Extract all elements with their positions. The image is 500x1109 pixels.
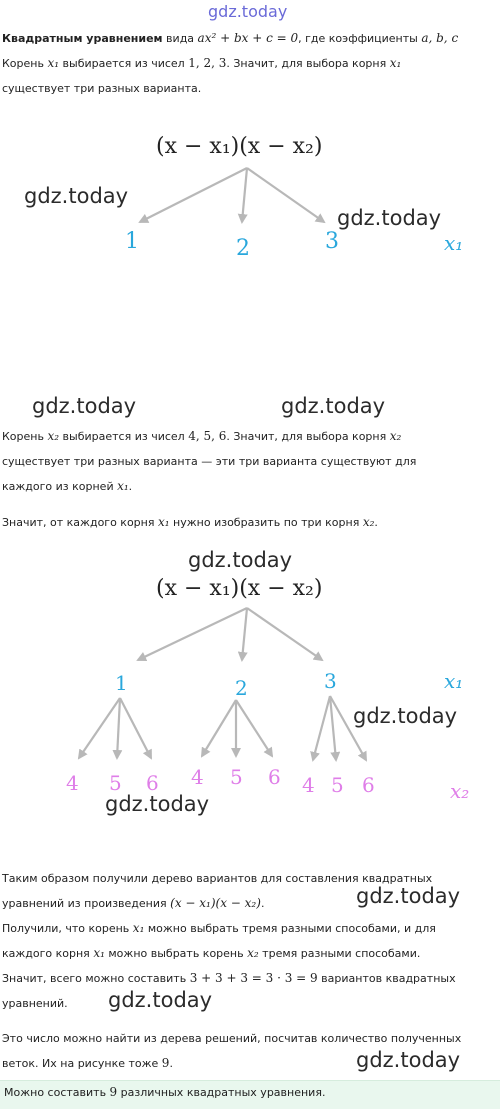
math-x1: x₁ bbox=[47, 56, 60, 70]
tree-node: 2 bbox=[236, 236, 250, 261]
answer-text bbox=[4, 1085, 325, 1099]
text-line bbox=[2, 26, 496, 51]
math-product: (x − x₁)(x − x₂) bbox=[170, 896, 261, 910]
paragraph-definition bbox=[2, 26, 496, 101]
watermark: gdz.today bbox=[24, 184, 129, 208]
text-span: . Значит, для выбора корня bbox=[226, 57, 390, 70]
tree-edge bbox=[247, 168, 324, 222]
text-line: Это число можно найти из дерева решений, посчитав количество полученных bbox=[2, 1032, 462, 1045]
text-span: Получили, что корень bbox=[2, 922, 133, 935]
text-line: существует три разных варианта. bbox=[2, 82, 202, 95]
diagram1-formula: (x − x₁)(x − x₂) bbox=[156, 134, 323, 159]
text-span: Значит, всего можно составить bbox=[2, 972, 190, 985]
tree-leaf: 5 bbox=[109, 771, 122, 795]
watermark: gdz.today bbox=[188, 548, 293, 572]
text-line bbox=[2, 966, 496, 991]
diagram2-formula: (x − x₁)(x − x₂) bbox=[156, 576, 323, 601]
text-span: вида bbox=[162, 32, 198, 45]
text-span: можно выбрать тремя разными способами, и для bbox=[144, 922, 436, 935]
tree-edge bbox=[202, 700, 236, 756]
text-span: выбирается из чисел bbox=[59, 57, 189, 70]
text-span: Корень bbox=[2, 57, 48, 70]
tree-edge bbox=[140, 168, 247, 222]
math-x1: x₁ bbox=[157, 515, 170, 529]
text-line: Таким образом получили дерево вариантов для составления квадратных bbox=[2, 872, 433, 885]
math-x2: x₂ bbox=[362, 515, 375, 529]
tree-leaf: 4 bbox=[66, 771, 79, 795]
text-span: каждого корня bbox=[2, 947, 94, 960]
text-span: можно выбрать корень bbox=[104, 947, 248, 960]
text-span: нужно изобразить по три корня bbox=[169, 516, 363, 529]
text-line bbox=[2, 941, 496, 966]
math-total: 3 + 3 + 3 = 3 · 3 = 9 bbox=[189, 971, 318, 985]
tree-edge bbox=[247, 608, 322, 660]
text-span: . Значит, для выбора корня bbox=[226, 430, 390, 443]
watermark: gdz.today bbox=[356, 1048, 461, 1072]
text-line bbox=[2, 51, 496, 76]
tree-leaf: 6 bbox=[362, 773, 375, 797]
watermark: gdz.today bbox=[108, 988, 213, 1012]
tree-edge bbox=[138, 608, 247, 660]
text-span: . bbox=[374, 516, 378, 529]
tree-leaf: 6 bbox=[268, 765, 281, 789]
tree-leaf: 6 bbox=[146, 771, 159, 795]
tree-edge bbox=[79, 698, 120, 758]
text-line bbox=[2, 474, 496, 499]
math-coefficients: a, b, c bbox=[421, 31, 459, 45]
math-nine: 9 bbox=[109, 1085, 118, 1099]
text-span: . bbox=[128, 480, 133, 493]
watermark: gdz.today bbox=[337, 206, 442, 230]
tree-node: 1 bbox=[125, 229, 139, 254]
text-span: вариантов квадратных bbox=[317, 972, 456, 985]
text-span: выбирается из чисел bbox=[59, 430, 189, 443]
math-equation: ax² + bx + c = 0 bbox=[197, 31, 299, 45]
text-line: существует три разных варианта — эти три варианта существуют для bbox=[2, 455, 417, 468]
text-line: уравнений. bbox=[2, 997, 68, 1010]
watermark: gdz.today bbox=[356, 884, 461, 908]
level-label-x1: x₁ bbox=[444, 669, 464, 693]
tree-leaf: 4 bbox=[302, 773, 315, 797]
answer-box bbox=[0, 1080, 500, 1109]
math-x2: x₂ bbox=[47, 429, 60, 443]
math-x2: x₂ bbox=[247, 946, 259, 960]
math-x1: x₁ bbox=[117, 479, 129, 493]
text-span: различных квадратных уравнения. bbox=[117, 1086, 326, 1099]
tree-edge bbox=[120, 698, 151, 758]
math-numbers: 4, 5, 6 bbox=[188, 429, 227, 443]
tree-node: 2 bbox=[235, 676, 248, 700]
watermark: gdz.today bbox=[281, 394, 386, 418]
math-x2: x₂ bbox=[389, 429, 402, 443]
math-x1: x₁ bbox=[389, 56, 402, 70]
math-x1: x₁ bbox=[93, 946, 105, 960]
text-span: . bbox=[169, 1057, 173, 1070]
tree-edge bbox=[117, 698, 120, 758]
tree-node: 3 bbox=[325, 229, 339, 254]
text-span: Значит, от каждого корня bbox=[2, 516, 158, 529]
tree-node: 1 bbox=[115, 671, 128, 695]
tree-edge bbox=[313, 696, 330, 760]
math-nine: 9 bbox=[161, 1056, 170, 1070]
level-label-x1: x₁ bbox=[444, 231, 464, 255]
paragraph-ways bbox=[2, 916, 496, 966]
text-span: уравнений из произведения bbox=[2, 897, 171, 910]
text-span: тремя разными способами. bbox=[258, 947, 421, 960]
text-line bbox=[2, 916, 496, 941]
level-label-x2: x₂ bbox=[450, 779, 470, 803]
paragraph-x2-choice bbox=[2, 424, 496, 499]
watermark: gdz.today bbox=[353, 704, 458, 728]
tree-edge bbox=[242, 608, 247, 660]
tree-node: 3 bbox=[324, 669, 337, 693]
tree-leaf: 5 bbox=[331, 773, 344, 797]
diagram1-tree bbox=[0, 160, 500, 300]
text-line bbox=[2, 424, 496, 449]
watermark: gdz.today bbox=[208, 2, 288, 21]
math-x1: x₁ bbox=[132, 921, 145, 935]
text-span: Корень bbox=[2, 430, 48, 443]
paragraph-total bbox=[2, 966, 496, 1016]
tree-leaf: 4 bbox=[191, 765, 204, 789]
text-span: . bbox=[260, 897, 265, 910]
math-numbers: 1, 2, 3 bbox=[188, 56, 227, 70]
watermark: gdz.today bbox=[32, 394, 137, 418]
bold-term: Квадратным уравнением bbox=[2, 32, 163, 45]
text-span: веток. Их на рисунке тоже bbox=[2, 1057, 162, 1070]
paragraph-branching bbox=[2, 510, 496, 535]
tree-leaf: 5 bbox=[230, 765, 243, 789]
text-span: Можно составить bbox=[4, 1086, 110, 1099]
text-span: каждого из корней bbox=[2, 480, 118, 493]
tree-edge bbox=[242, 168, 247, 222]
tree-edge bbox=[236, 700, 272, 756]
watermark: gdz.today bbox=[105, 792, 210, 816]
text-span: , где коэффициенты bbox=[298, 32, 422, 45]
